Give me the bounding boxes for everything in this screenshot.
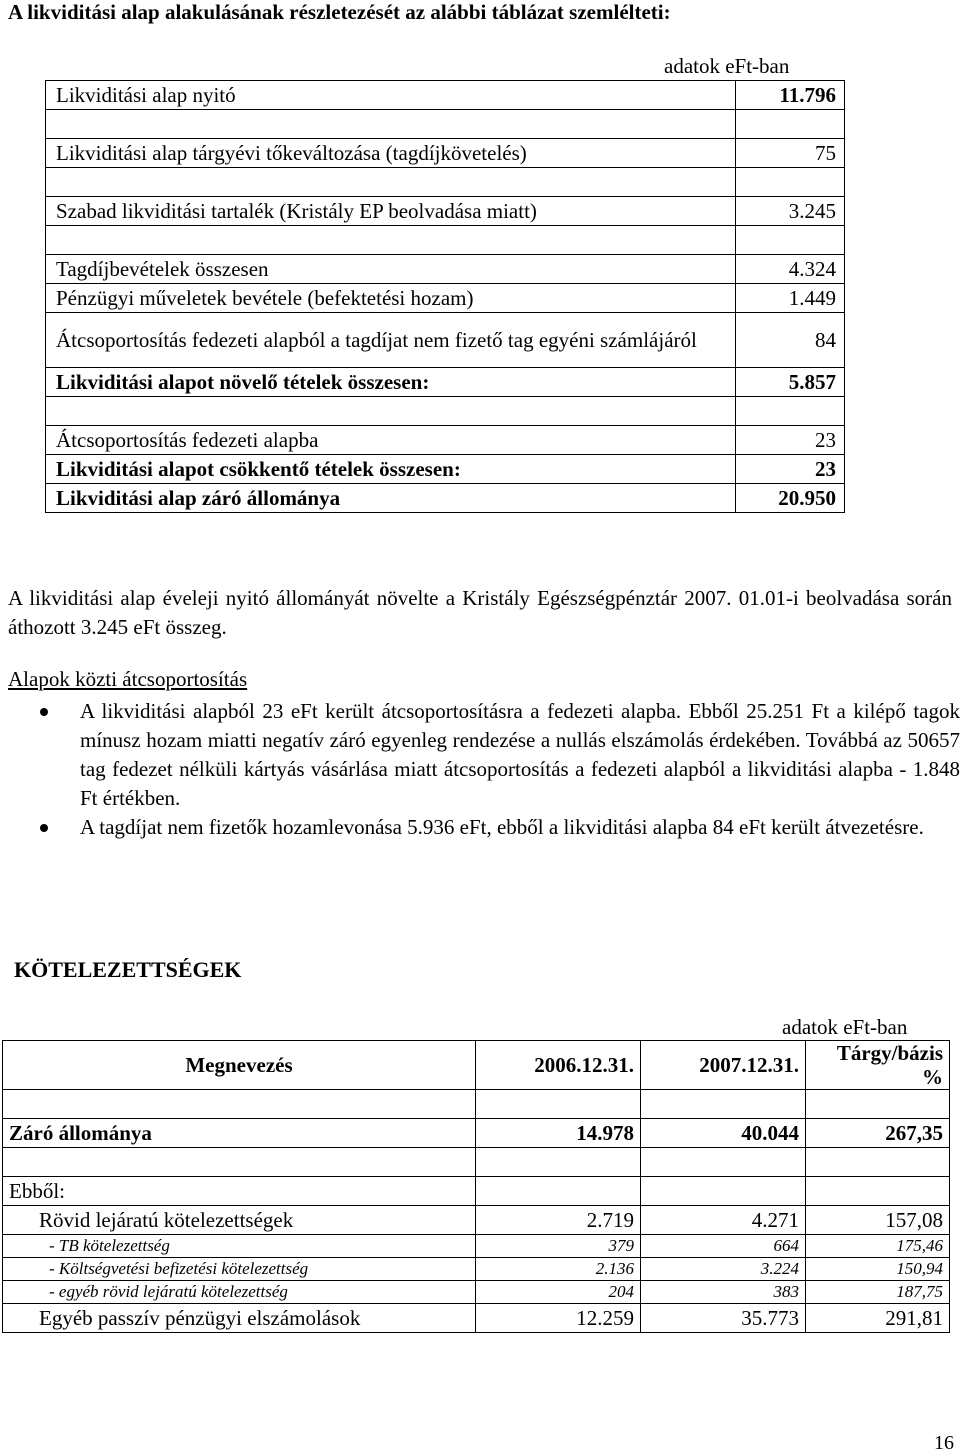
row-value: 204 <box>476 1281 641 1304</box>
row-value <box>806 1177 950 1206</box>
row-value: 5.857 <box>736 368 845 397</box>
row-value <box>641 1148 806 1177</box>
header-cell: 2006.12.31. <box>476 1041 641 1090</box>
row-value: 664 <box>641 1235 806 1258</box>
row-value: 267,35 <box>806 1119 950 1148</box>
table-row <box>46 426 845 455</box>
table-row <box>46 197 845 226</box>
row-value: 20.950 <box>736 484 845 513</box>
page-number: 16 <box>934 1432 954 1454</box>
table-header-row <box>3 1041 950 1090</box>
row-value <box>476 1177 641 1206</box>
liquidity-table <box>45 80 845 513</box>
bullet-list <box>40 697 960 842</box>
row-label: Tagdíjbevételek összesen <box>46 255 736 284</box>
row-value: 40.044 <box>641 1119 806 1148</box>
row-value: 4.324 <box>736 255 845 284</box>
row-value <box>641 1177 806 1206</box>
row-label: - TB kötelezettség <box>3 1235 476 1258</box>
table-row <box>46 81 845 110</box>
row-value: 11.796 <box>736 81 845 110</box>
table-row <box>46 455 845 484</box>
unit-note-liabilities: adatok eFt-ban <box>782 1015 908 1039</box>
row-label <box>3 1148 476 1177</box>
table-row <box>3 1148 950 1177</box>
row-value: 2.719 <box>476 1206 641 1235</box>
section-title-liabilities: KÖTELEZETTSÉGEK <box>14 957 242 982</box>
table-row <box>46 255 845 284</box>
row-label <box>3 1090 476 1119</box>
row-value <box>736 168 845 197</box>
row-label: Záró állománya <box>3 1119 476 1148</box>
bullet-text: A tagdíjat nem fizetők hozamlevonása 5.936 eFt, ebből a likviditási alapba 84 eFt került átvezetésre. <box>80 815 924 839</box>
row-value: 157,08 <box>806 1206 950 1235</box>
row-value: 4.271 <box>641 1206 806 1235</box>
row-value: 291,81 <box>806 1304 950 1333</box>
row-label: - Költségvetési befizetési kötelezettség <box>3 1258 476 1281</box>
transfer-section-title: Alapok közti átcsoportosítás <box>8 667 248 691</box>
row-value: 23 <box>736 426 845 455</box>
table-row <box>3 1281 950 1304</box>
page-heading: A likviditási alap alakulásának részletezését az alábbi táblázat szemlélteti: <box>8 0 671 24</box>
row-label: Ebből: <box>3 1177 476 1206</box>
row-value: 3.224 <box>641 1258 806 1281</box>
row-label: Egyéb passzív pénzügyi elszámolások <box>3 1304 476 1333</box>
row-value: 75 <box>736 139 845 168</box>
row-value <box>806 1148 950 1177</box>
table-row <box>3 1258 950 1281</box>
row-label: Átcsoportosítás fedezeti alapba <box>46 426 736 455</box>
row-label <box>46 110 736 139</box>
table-row <box>46 484 845 513</box>
paragraph-kristaly: A likviditási alap éveleji nyitó állományát növelte a Kristály Egészségpénztár 2007. 01.01-i beolvadása során áthozott 3.245 eFt összeg. <box>8 586 952 639</box>
row-value <box>736 397 845 426</box>
row-label <box>46 226 736 255</box>
row-value: 2.136 <box>476 1258 641 1281</box>
bullet-item <box>40 813 960 842</box>
row-label: Likviditási alapot növelő tételek összesen: <box>46 368 736 397</box>
table-row <box>46 368 845 397</box>
table-row <box>3 1119 950 1148</box>
table-row <box>3 1206 950 1235</box>
row-value: 23 <box>736 455 845 484</box>
bullet-text: A likviditási alapból 23 eFt került átcsoportosításra a fedezeti alapba. Ebből 25.251 Ft a kilépő tagok mínusz hozam miatti negatív záró egyenleg rendezése a nullás elszámolás érdekében. Továbbá az 50657 tag fedezet nélküli kártyás vásárlása miatt átcsoportosítás a fedezeti alapból a likviditási alapba - 1.848 Ft értékben. <box>80 699 960 810</box>
table-row <box>3 1177 950 1206</box>
table-row <box>46 110 845 139</box>
unit-note: adatok eFt-ban <box>664 54 790 78</box>
header-cell: Tárgy/bázis % <box>806 1041 950 1090</box>
table-row <box>3 1090 950 1119</box>
row-value: 383 <box>641 1281 806 1304</box>
row-value: 1.449 <box>736 284 845 313</box>
row-label: Likviditási alap tárgyévi tőkeváltozása (tagdíjkövetelés) <box>46 139 736 168</box>
table-row <box>46 226 845 255</box>
table-row <box>46 313 845 368</box>
row-value <box>476 1090 641 1119</box>
table-row <box>46 397 845 426</box>
table-row <box>46 139 845 168</box>
row-label <box>46 397 736 426</box>
row-value <box>736 226 845 255</box>
row-value: 187,75 <box>806 1281 950 1304</box>
table-row <box>3 1235 950 1258</box>
row-label: Rövid lejáratú kötelezettségek <box>3 1206 476 1235</box>
header-cell: 2007.12.31. <box>641 1041 806 1090</box>
table-row <box>3 1304 950 1333</box>
bullet-dot-icon <box>40 708 48 716</box>
row-value: 14.978 <box>476 1119 641 1148</box>
row-value <box>641 1090 806 1119</box>
row-value: 84 <box>736 313 845 368</box>
row-label: Likviditási alap nyitó <box>46 81 736 110</box>
row-value <box>806 1090 950 1119</box>
row-label: Pénzügyi műveletek bevétele (befektetési hozam) <box>46 284 736 313</box>
table-row <box>46 168 845 197</box>
row-value <box>736 110 845 139</box>
row-value: 35.773 <box>641 1304 806 1333</box>
row-label: Likviditási alapot csökkentő tételek összesen: <box>46 455 736 484</box>
row-label: Likviditási alap záró állománya <box>46 484 736 513</box>
header-cell: Megnevezés <box>3 1041 476 1090</box>
row-label: Szabad likviditási tartalék (Kristály EP beolvadása miatt) <box>46 197 736 226</box>
bullet-item <box>40 697 960 813</box>
bullet-dot-icon <box>40 824 48 832</box>
table-row <box>46 284 845 313</box>
row-value: 175,46 <box>806 1235 950 1258</box>
row-value <box>476 1148 641 1177</box>
row-value: 12.259 <box>476 1304 641 1333</box>
row-value: 379 <box>476 1235 641 1258</box>
row-value: 3.245 <box>736 197 845 226</box>
liabilities-table <box>2 1040 950 1333</box>
row-label <box>46 168 736 197</box>
row-label: - egyéb rövid lejáratú kötelezettség <box>3 1281 476 1304</box>
row-value: 150,94 <box>806 1258 950 1281</box>
row-label: Átcsoportosítás fedezeti alapból a tagdíjat nem fizető tag egyéni számlájáról <box>46 313 736 368</box>
